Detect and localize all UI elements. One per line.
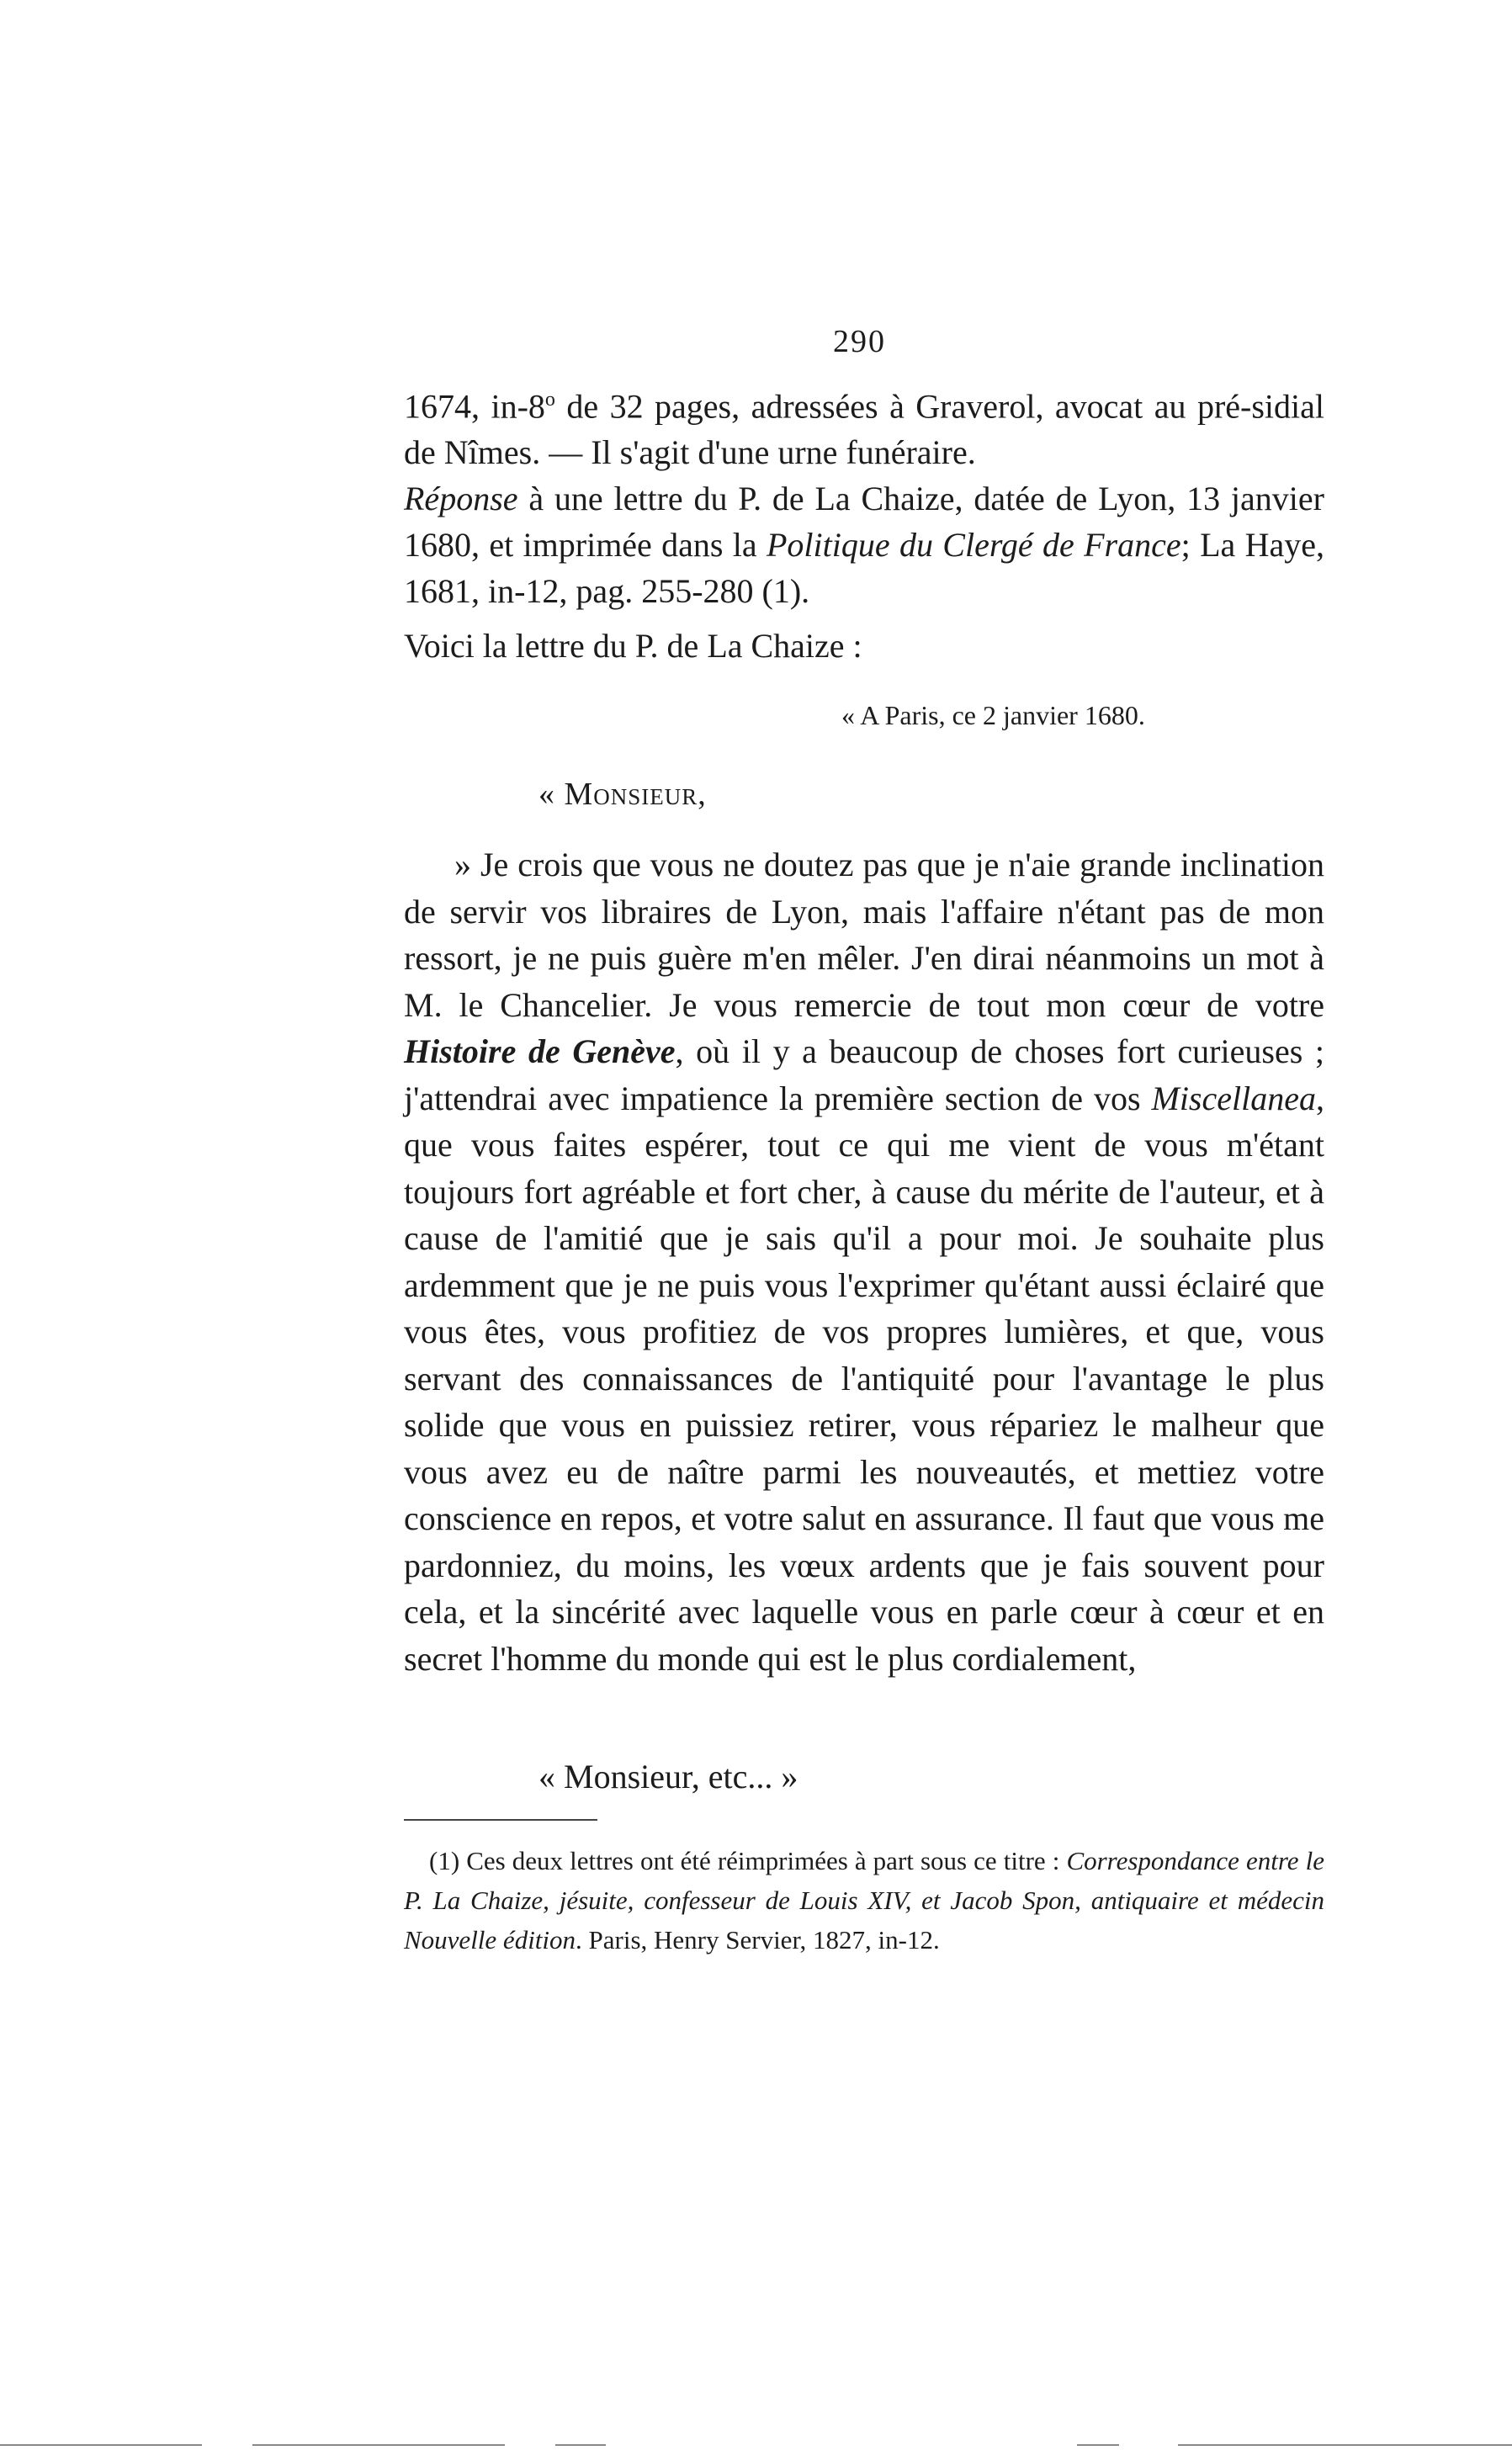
salutation-close: ,: [698, 777, 707, 812]
bibliographic-entry: [404, 377, 1324, 475]
footnote-rule: [404, 1819, 597, 1821]
scan-edge-line-2: [252, 2444, 505, 2446]
footnote-italic-title: Correspondance entre le P. La Chaize, jésuite, confesseur de Louis XIV, et Jacob Spon, antiquaire et médecin: [404, 1846, 1324, 1915]
scan-edge-line-5: [1178, 2444, 1512, 2446]
politique-title: Politique du Clergé de France: [767, 526, 1181, 565]
letter-part-1: » Je crois que vous ne doutez pas que je n'aie grande inclination de servir vos libraires de Lyon, mais l'affaire n'étant pas de mon ressort, je ne puis guère m'en mêler. J'en dirai néanmoins un mot à M. le Chancelier. Je vous remercie de tout mon cœur de votre: [404, 846, 1324, 1024]
footnote-edition: Nouvelle édition: [404, 1925, 576, 1954]
letter-closing: « Monsieur, etc... »: [538, 1758, 798, 1795]
entry-text-start: 1674, in-8: [404, 387, 545, 426]
page-number: 290: [833, 324, 886, 359]
entry-text-end: de 32 pages, adressées à Graverol, avocat au pré-sidial de Nîmes. — Il s'agit d'une urne funéraire.: [404, 387, 1325, 472]
salutation-word: Monsieur: [564, 777, 698, 812]
histoire-title: Histoire de Genève: [404, 1032, 676, 1070]
entry-superscript: o: [544, 389, 555, 411]
reponse-text-b: ; La Haye, 1681, in-12, pag. 255-280 (1).: [404, 526, 1324, 611]
reponse-entry: [404, 475, 1324, 614]
letter-salutation: [538, 776, 707, 813]
intro-block: [404, 377, 1324, 669]
voici-line: Voici la lettre du P. de La Chaize :: [404, 627, 862, 666]
footnote-text-b: . Paris, Henry Servier, 1827, in-12.: [576, 1925, 940, 1954]
salutation-open: «: [538, 777, 565, 812]
reponse-title: Réponse: [404, 480, 518, 518]
miscellanea-title: Miscellanea: [1151, 1079, 1316, 1117]
letter-part-2: , où il y a beaucoup de choses fort curieuses ; j'attendrai avec impatience la première section de vos: [404, 1032, 1324, 1117]
scan-edge-line-3: [555, 2444, 606, 2446]
reponse-text-a: à une lettre du P. de La Chaize, datée de Lyon, 13 janvier 1680, et imprimée dans la: [404, 480, 1324, 565]
letter-part-3: , que vous faites espérer, tout ce qui me vient de vous m'étant toujours fort agréable et fort cher, à cause du mérite de l'auteur, et à cause de l'amitié que je sais qu'il a pour moi. Je souhaite plus ardemment que je ne puis vous l'exprimer qu'étant aussi éclairé que vous êtes, vous profitiez de vos propres lumières, et que, vous servant des connaissances de l'antiquité pour l'avantage le plus solide que vous en puissiez retirer, vous répariez le malheur que vous avez eu de naître parmi les nouveautés, et mettiez votre conscience en repos, et votre salut en assurance. Il faut que vous me pardonniez, du moins, les vœux ardents que je fais souvent pour cela, et la sincérité avec laquelle vous en parle cœur à cœur et en secret l'homme du monde qui est le plus cordialement,: [404, 1079, 1324, 1678]
scan-edge-line-4: [1077, 2444, 1119, 2446]
footnote-text-a: (1) Ces deux lettres ont été réimprimées à part sous ce titre :: [429, 1846, 1067, 1875]
letter-body: [404, 841, 1324, 1682]
footnote: [404, 1841, 1324, 1960]
letter-dateline: « A Paris, ce 2 janvier 1680.: [841, 700, 1145, 730]
scan-edge-line-1: [0, 2444, 202, 2446]
